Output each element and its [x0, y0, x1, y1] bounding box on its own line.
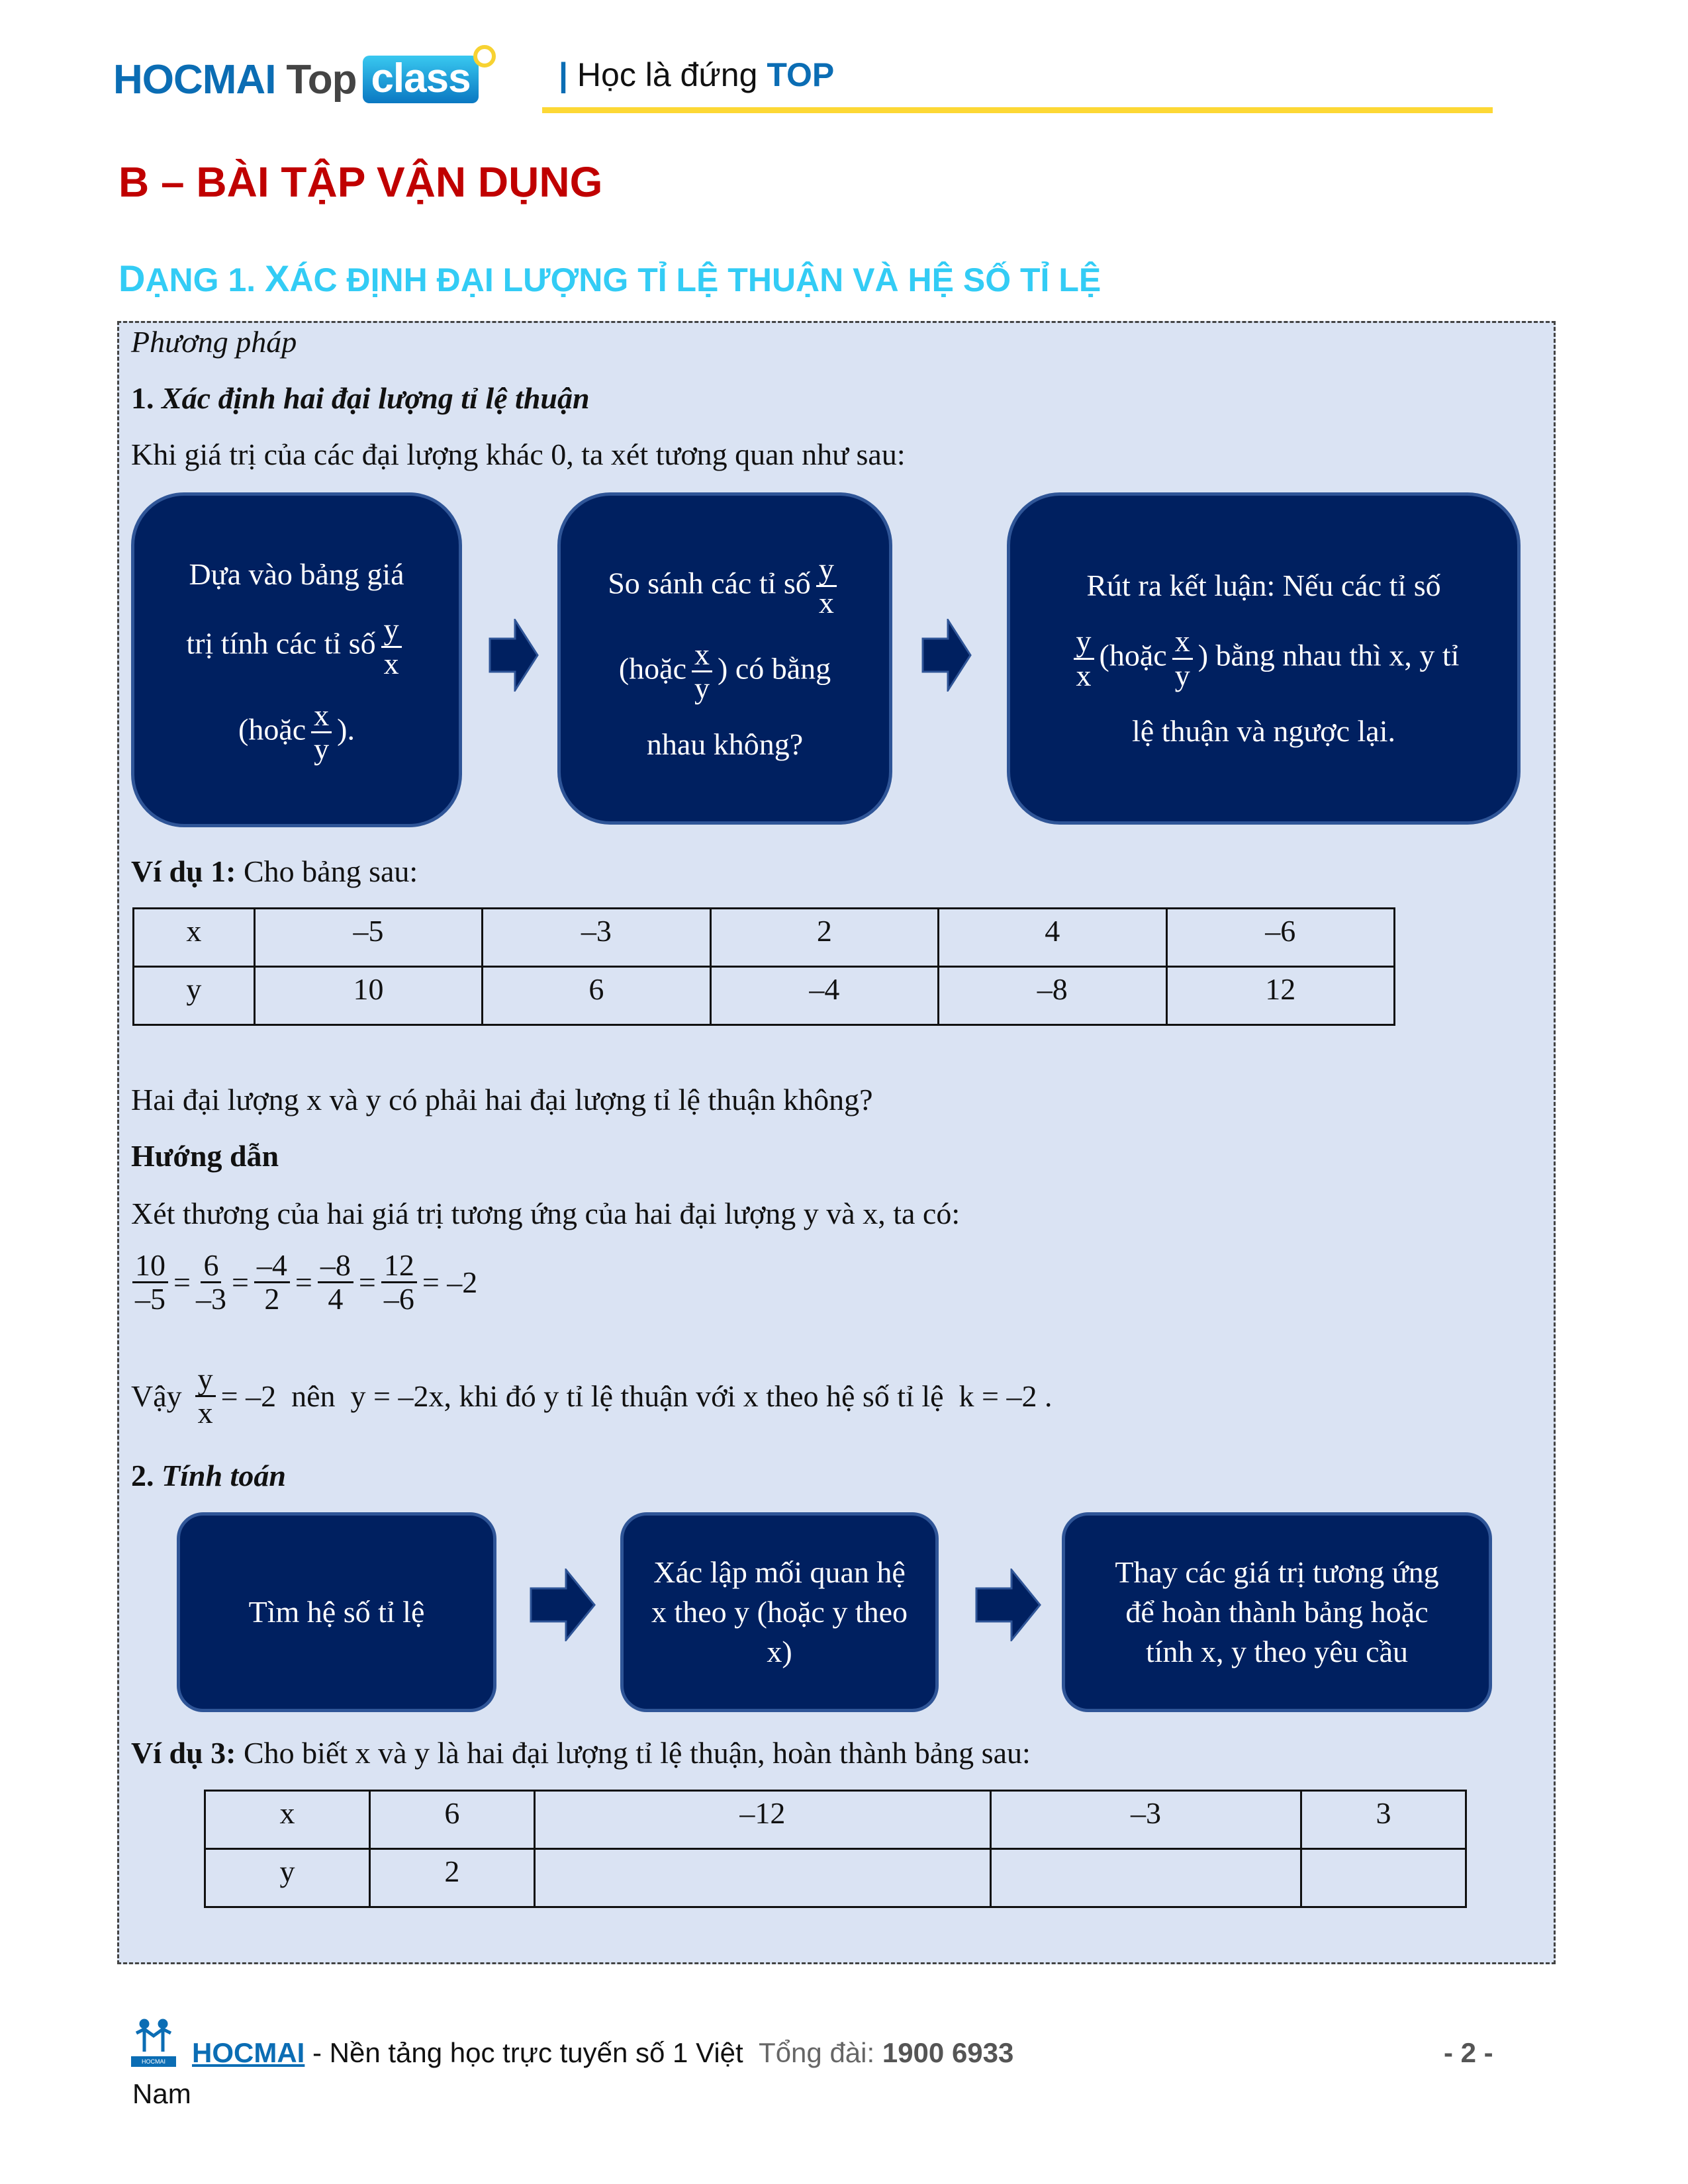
- equals-sign: =: [173, 1265, 191, 1300]
- logo-class: class: [363, 56, 478, 103]
- frac-num: x: [311, 700, 332, 733]
- arrow-right-icon: [975, 1569, 1041, 1641]
- flow1-box1-line3b: ).: [337, 712, 355, 747]
- flow2-box-3: [1062, 1512, 1492, 1712]
- logo-top: Top: [286, 56, 357, 103]
- conclusion-vay: Vậy: [131, 1379, 182, 1414]
- frac-num: y: [195, 1363, 216, 1397]
- table-cell: 10: [254, 967, 482, 1025]
- table-cell: x: [205, 1791, 370, 1849]
- intro-text: Khi giá trị của các đại lượng khác 0, ta xét tương quan như sau:: [131, 437, 906, 471]
- table-cell-empty[interactable]: [1301, 1849, 1466, 1907]
- example1-label: Ví dụ 1:: [131, 854, 236, 888]
- frac-den: y: [314, 732, 330, 766]
- flow1-box-3: [1007, 492, 1521, 825]
- dang-title: [118, 257, 1101, 300]
- table-row: [134, 967, 1395, 1025]
- flow1-box2-line2: [619, 639, 831, 705]
- table-cell: x: [134, 909, 255, 967]
- flow1-box1-line3a: (hoặc: [238, 712, 306, 747]
- example3-heading: [131, 1735, 1031, 1770]
- frac-num: y: [816, 553, 837, 587]
- conclusion: [131, 1363, 1053, 1430]
- guide-text: Xét thương của hai giá trị tương ứng của hai đại lượng y và x, ta có:: [131, 1197, 961, 1230]
- table-cell: 6: [483, 967, 710, 1025]
- flow1-box2-line1-text: So sánh các tỉ số: [608, 565, 811, 600]
- frac-num: –4: [254, 1250, 290, 1283]
- equals-sign: =: [358, 1265, 376, 1300]
- table-cell: –12: [534, 1791, 990, 1849]
- flow1-box1-line1: Dựa vào bảng giá: [189, 557, 404, 591]
- example1-table: [132, 907, 1395, 1026]
- header-divider: [542, 107, 1493, 113]
- table-cell: 2: [710, 909, 938, 967]
- step2-text: Tính toán: [162, 1459, 286, 1492]
- frac-den: x: [197, 1396, 213, 1430]
- slogan-bold: TOP: [767, 56, 835, 93]
- table-cell: –8: [939, 967, 1166, 1025]
- example3-table: [204, 1790, 1467, 1908]
- example1-heading: [131, 854, 418, 889]
- flow1-box1-line2: [186, 614, 406, 680]
- flow1-box2-line1: [608, 553, 842, 619]
- dang-x: X: [265, 257, 290, 299]
- slogan-bar: |: [559, 56, 568, 93]
- icon-text: HOCMAI: [131, 2056, 176, 2067]
- example3-text: Cho biết x và y là hai đại lượng tỉ lệ thuận, hoàn thành bảng sau:: [236, 1736, 1031, 1770]
- slogan: [559, 56, 834, 94]
- table-cell: –6: [1166, 909, 1394, 967]
- frac-num: x: [692, 639, 712, 672]
- section-title: B – BÀI TẬP VẬN DỤNG: [118, 158, 603, 206]
- frac-num: y: [381, 614, 402, 647]
- guide-label: Hướng dẫn: [131, 1139, 279, 1173]
- flow1-box3-line2: [1068, 625, 1460, 692]
- table-cell: –5: [254, 909, 482, 967]
- frac-den: x: [818, 585, 834, 619]
- frac-den: –3: [195, 1282, 226, 1316]
- table-cell-empty[interactable]: [534, 1849, 990, 1907]
- table-cell: y: [205, 1849, 370, 1907]
- question-text: Hai đại lượng x và y có phải hai đại lượng tỉ lệ thuận không?: [131, 1083, 873, 1116]
- table-cell-empty[interactable]: [991, 1849, 1301, 1907]
- frac-num: –8: [318, 1250, 353, 1283]
- arrow-right-icon: [530, 1569, 596, 1641]
- step2-num: 2.: [131, 1459, 154, 1492]
- table-cell: 2: [369, 1849, 534, 1907]
- example1-text: Cho bảng sau:: [236, 854, 418, 888]
- footer-line: [192, 2037, 1013, 2069]
- flow1-box1-line3: [238, 700, 355, 766]
- frac-num: 10: [132, 1250, 168, 1283]
- equation-result: = –2: [422, 1265, 478, 1300]
- flow2-box3-text: Thay các giá trị tương ứng để hoàn thành bảng hoặc tính x, y theo yêu cầu: [1115, 1555, 1439, 1668]
- table-cell: 3: [1301, 1791, 1466, 1849]
- dang-rest1: ẠNG 1.: [145, 261, 265, 298]
- slogan-text: Học là đứng: [577, 56, 758, 93]
- frac-den: y: [1174, 658, 1190, 692]
- dang-rest2: ÁC ĐỊNH ĐẠI LƯỢNG TỈ LỆ THUẬN VÀ HỆ SỐ TỈ LỆ: [289, 261, 1102, 298]
- frac-den: –6: [383, 1282, 414, 1316]
- table-cell: y: [134, 967, 255, 1025]
- flow1-box3-line3: lệ thuận và ngược lại.: [1132, 713, 1395, 748]
- flow1-box2-line3: nhau không?: [646, 727, 804, 761]
- frac-den: y: [694, 671, 710, 705]
- page-number: - 2 -: [1444, 2037, 1493, 2068]
- flow1-box3-line2a: (hoặc: [1099, 638, 1167, 672]
- arrow-right-icon: [921, 619, 972, 692]
- flow1-box2-line2a: (hoặc: [618, 651, 686, 686]
- step1-num: 1.: [131, 381, 154, 415]
- ratio-equation: [132, 1250, 477, 1316]
- frac-num: y: [1074, 625, 1094, 659]
- hocmai-topclass-logo: [113, 53, 496, 106]
- step2-title: [131, 1458, 286, 1493]
- dang-initial: D: [118, 257, 146, 299]
- flow2-box2-text: Xác lập mối quan hệ x theo y (hoặc y theo x): [651, 1555, 908, 1668]
- frac-den: 2: [264, 1282, 280, 1316]
- flow1-box2-line2b: ) có bằng: [718, 651, 831, 686]
- table-row: [205, 1791, 1466, 1849]
- table-cell: 6: [369, 1791, 534, 1849]
- table-cell: 12: [1166, 967, 1394, 1025]
- arrow-right-icon: [489, 619, 539, 692]
- flow1-box-2: [557, 492, 892, 825]
- table-row: [134, 909, 1395, 967]
- frac-num: x: [1172, 625, 1193, 659]
- footer-text-cont: Nam: [132, 2078, 191, 2109]
- example3-label: Ví dụ 3:: [131, 1736, 236, 1770]
- table-cell: –4: [710, 967, 938, 1025]
- method-label: Phương pháp: [131, 325, 297, 359]
- frac-den: –5: [135, 1282, 165, 1316]
- hocmai-people-icon: [131, 2019, 176, 2065]
- step1-text: Xác định hai đại lượng tỉ lệ thuận: [162, 381, 590, 415]
- table-cell: –3: [483, 909, 710, 967]
- footer-hocmai-link[interactable]: HOCMAI: [192, 2037, 305, 2068]
- flow1-box3-line1: Rút ra kết luận: Nếu các tỉ số: [1086, 569, 1441, 603]
- table-row: [205, 1849, 1466, 1907]
- frac-den: 4: [328, 1282, 344, 1316]
- frac-num: 6: [201, 1250, 221, 1283]
- conclusion-text: = –2 nên y = –2x, khi đó y tỉ lệ thuận với x theo hệ số tỉ lệ k = –2 .: [220, 1379, 1053, 1414]
- frac-den: x: [1076, 658, 1092, 692]
- flow2-box1-text: Tìm hệ số tỉ lệ: [248, 1595, 425, 1629]
- flow1-box-1: [131, 492, 462, 827]
- flow1-box1-line2-text: trị tính các tỉ số: [186, 626, 376, 660]
- footer-text: - Nền tảng học trực tuyến số 1 Việt: [305, 2037, 743, 2068]
- flow1-box3-line2b: ) bằng nhau thì x, y tỉ: [1197, 638, 1460, 672]
- logo-star-icon: [473, 45, 496, 68]
- equals-sign: =: [295, 1265, 312, 1300]
- frac-den: x: [383, 646, 399, 680]
- hotline-label: Tổng đài:: [759, 2037, 882, 2068]
- frac-num: 12: [381, 1250, 417, 1283]
- equals-sign: =: [231, 1265, 249, 1300]
- table-cell: 4: [939, 909, 1166, 967]
- logo-hocmai: HOCMAI: [113, 56, 276, 103]
- flow2-box-2: [620, 1512, 939, 1712]
- hotline-number: 1900 6933: [882, 2037, 1014, 2068]
- step1-title: [131, 381, 590, 416]
- table-cell: –3: [991, 1791, 1301, 1849]
- flow2-box-1: [177, 1512, 496, 1712]
